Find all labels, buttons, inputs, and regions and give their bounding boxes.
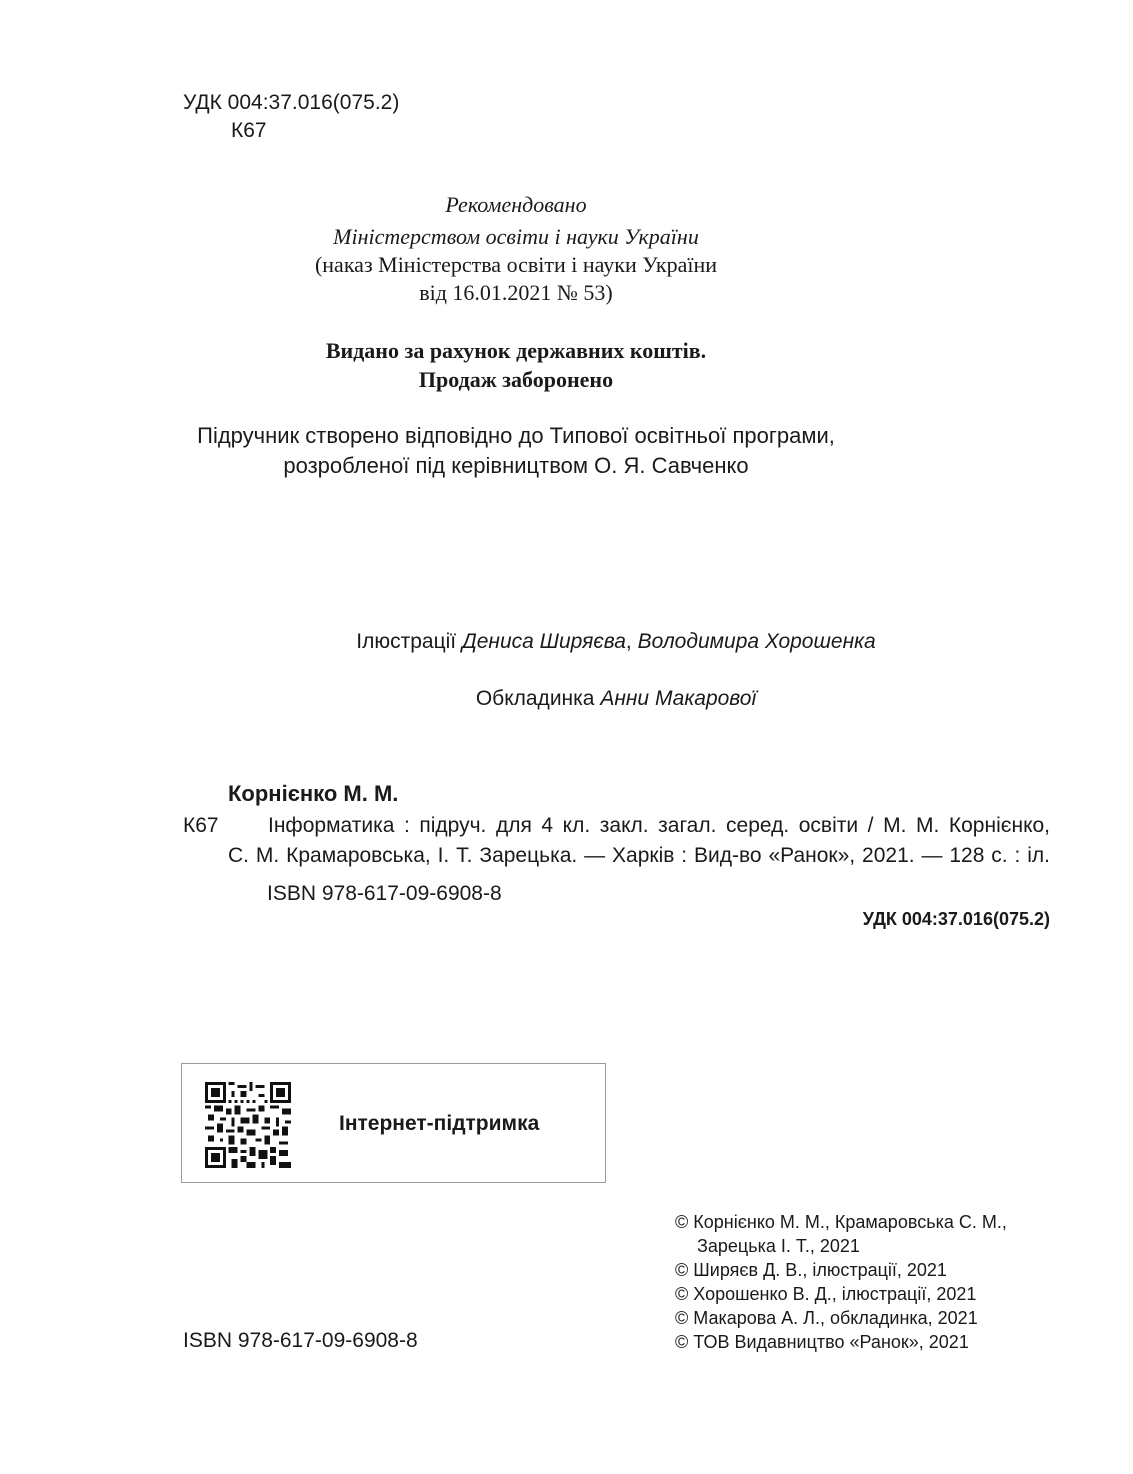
recommendation-line1: Рекомендовано xyxy=(445,192,587,217)
program-line2: розробленої під керівництвом О. Я. Савченко xyxy=(283,453,749,478)
illustrator-1: Дениса Ширяєва xyxy=(461,630,626,653)
state-funded-line2: Продаж заборонено xyxy=(418,367,614,392)
isbn-bottom: ISBN 978-617-09-6908-8 xyxy=(183,1329,418,1352)
copyright-line: © Ширяєв Д. В., ілюстрації, 2021 xyxy=(675,1260,947,1280)
state-funded-notice xyxy=(0,336,1032,394)
bib-line2: С. М. Крамаровська, І. Т. Зарецька. — Харків : Вид-во «Ранок», 2021. — 128 с. : іл. xyxy=(228,844,1050,867)
illustrator-2: Володимира Хорошенка xyxy=(637,630,876,653)
copyright-line: Зарецька І. Т., 2021 xyxy=(697,1236,860,1256)
program-note xyxy=(0,421,1032,481)
illustrator-separator: , xyxy=(625,630,638,653)
copyright-line: © Хорошенко В. Д., ілюстрації, 2021 xyxy=(675,1284,977,1304)
copyright-line: © ТОВ Видавництво «Ранок», 2021 xyxy=(675,1332,969,1352)
recommendation-line2: Міністерством освіти і науки України xyxy=(333,224,699,249)
bib-author: Корнієнко М. М. xyxy=(228,781,399,806)
bib-index: К67 xyxy=(183,814,219,837)
udc-header xyxy=(183,89,399,145)
cover-credit xyxy=(240,684,992,714)
internet-support-box[interactable] xyxy=(181,1063,606,1183)
ministry-order xyxy=(0,251,1032,307)
recommendation-block xyxy=(0,189,1032,253)
illustrations-credit xyxy=(240,627,992,657)
internet-support-label: Інтернет-підтримка xyxy=(339,1112,540,1135)
state-funded-line1: Видано за рахунок державних коштів. xyxy=(325,338,707,363)
author-index: К67 xyxy=(231,119,267,142)
program-line1: Підручник створено відповідно до Типової освітньої програми, xyxy=(197,423,835,448)
order-line2: від 16.01.2021 № 53) xyxy=(419,280,613,305)
copyright-line: © Макарова А. Л., обкладинка, 2021 xyxy=(675,1308,978,1328)
bib-description xyxy=(228,811,1050,871)
cover-artist: Анни Макарової xyxy=(600,687,757,710)
illustrations-prefix: Ілюстрації xyxy=(356,630,462,653)
copyright-line: © Корнієнко М. М., Крамаровська С. М., xyxy=(675,1212,1007,1232)
bib-isbn: ISBN 978-617-09-6908-8 xyxy=(267,882,502,905)
bib-line1: Інформатика : підруч. для 4 кл. закл. загал. серед. освіти / М. М. Корнієнко, xyxy=(268,814,1050,837)
udc-code: УДК 004:37.016(075.2) xyxy=(183,91,400,114)
qr-code-icon[interactable] xyxy=(204,1082,292,1168)
order-line1: (наказ Міністерства освіти і науки України xyxy=(314,252,718,277)
copyright-list xyxy=(675,1210,1055,1354)
cover-prefix: Обкладинка xyxy=(475,687,601,710)
bib-udc: УДК 004:37.016(075.2) xyxy=(862,909,1050,929)
